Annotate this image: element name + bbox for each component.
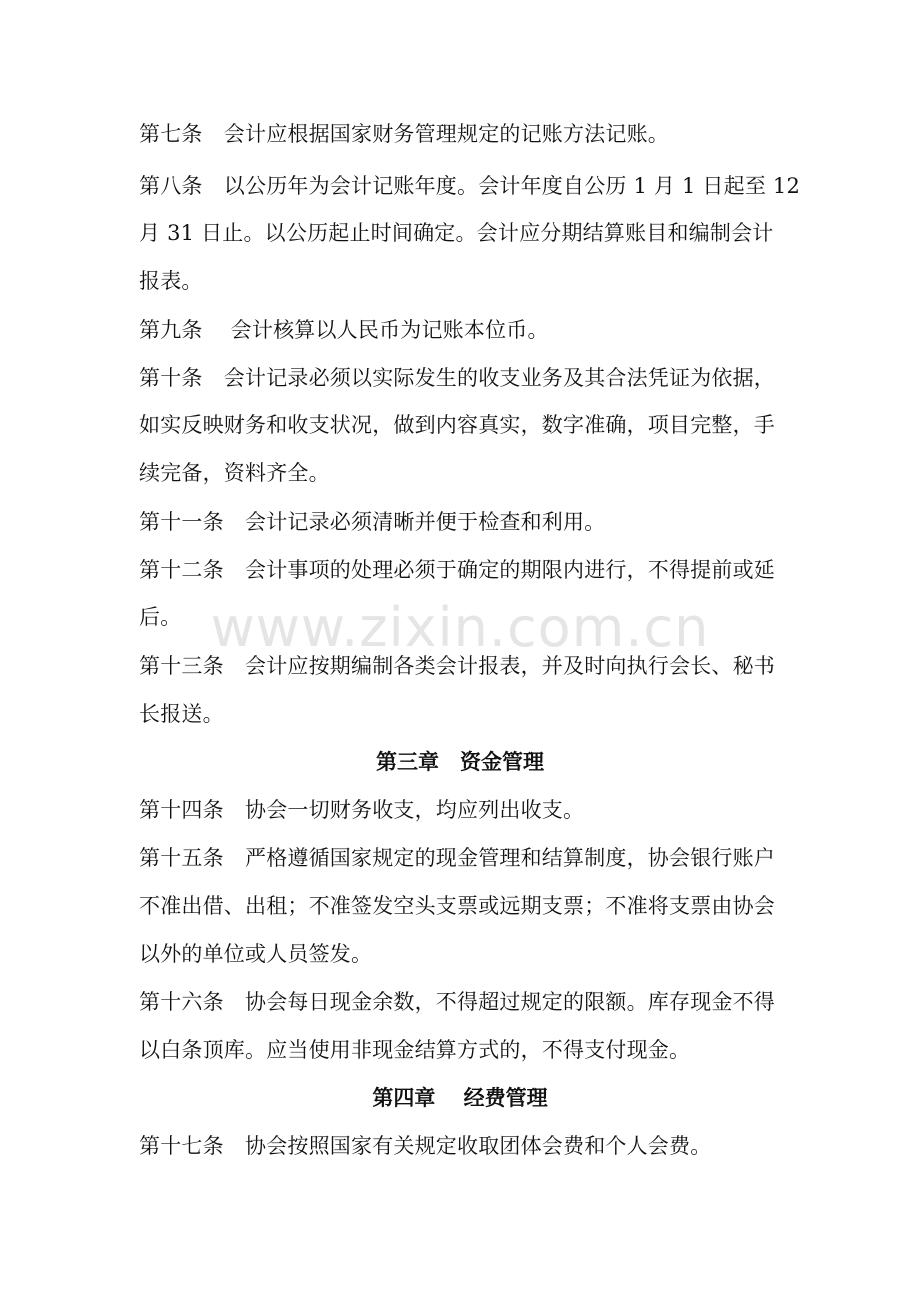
article-16-line-1: 第十六条 协会每日现金余数，不得超过规定的限额。库存现金不得	[139, 990, 775, 1014]
article-8-line-3: 报表。	[139, 269, 203, 293]
article-7-line-1: 第七条 会计应根据国家财务管理规定的记账方法记账。	[139, 122, 669, 146]
article-15-line-1: 第十五条 严格遵循国家规定的现金管理和结算制度，协会银行账户	[139, 846, 775, 870]
article-15-line-2: 不准出借、出租；不准签发空头支票或远期支票；不准将支票由协会	[139, 894, 775, 918]
chapter-4-heading: 第四章 经费管理	[372, 1085, 548, 1110]
article-10-line-3: 续完备，资料齐全。	[139, 461, 330, 485]
article-8-line-1: 第八条 以公历年为会计记账年度。会计年度自公历 1 月 1 日起至 12	[139, 174, 801, 198]
article-12-line-2: 后。	[139, 605, 182, 629]
article-16-line-2: 以白条顶库。应当使用非现金结算方式的，不得支付现金。	[139, 1038, 691, 1062]
article-13-line-1: 第十三条 会计应按期编制各类会计报表，并及时向执行会长、秘书	[139, 654, 775, 678]
article-10-line-2: 如实反映财务和收支状况，做到内容真实，数字准确，项目完整，手	[139, 413, 775, 437]
article-11-line-1: 第十一条 会计记录必须清晰并便于检查和利用。	[139, 510, 606, 534]
article-9-line-1: 第九条 会计核算以人民币为记账本位币。	[139, 318, 549, 342]
article-8-line-2: 月 31 日止。以公历起止时间确定。会计应分期结算账目和编制会计	[139, 221, 774, 245]
article-17-line-1: 第十七条 协会按照国家有关规定收取团体会费和个人会费。	[139, 1134, 712, 1158]
site-watermark: www.zixin.com.cn	[210, 596, 710, 659]
article-12-line-1: 第十二条 会计事项的处理必须于确定的期限内进行，不得提前或延	[139, 558, 775, 582]
article-13-line-2: 长报送。	[139, 702, 224, 726]
article-14-line-1: 第十四条 协会一切财务收支，均应列出收支。	[139, 798, 585, 822]
article-10-line-1: 第十条 会计记录必须以实际发生的收支业务及其合法凭证为依据，	[139, 366, 775, 390]
chapter-3-heading: 第三章 资金管理	[376, 749, 544, 774]
article-15-line-3: 以外的单位或人员签发。	[139, 942, 373, 966]
